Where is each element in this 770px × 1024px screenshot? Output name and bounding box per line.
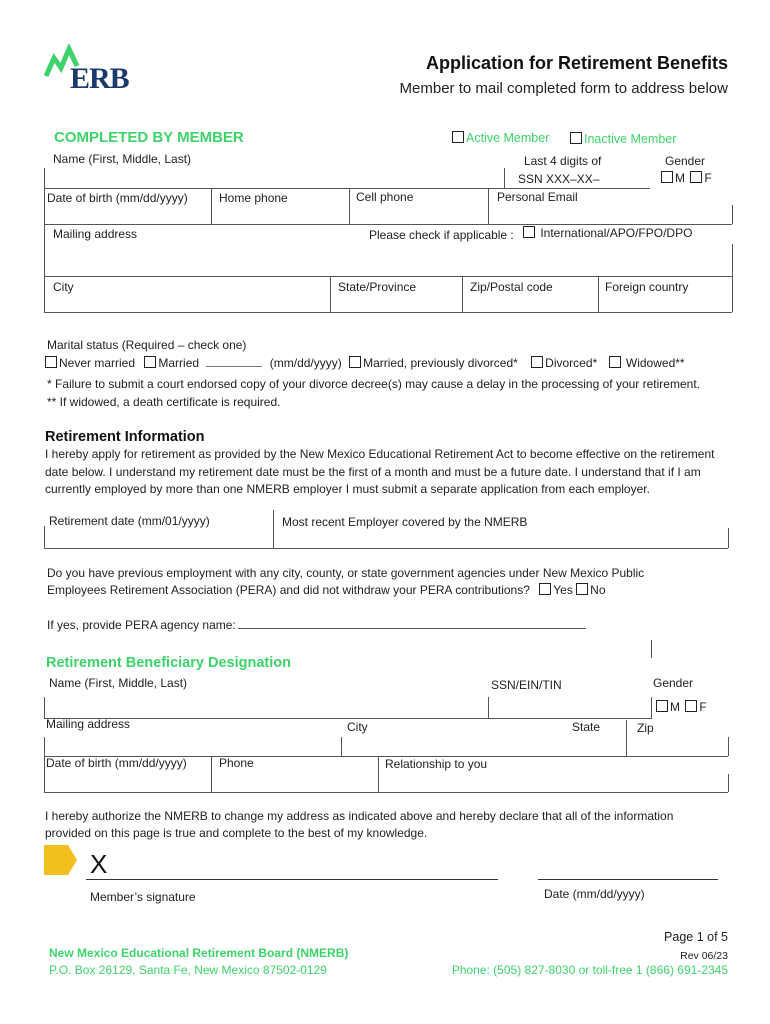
international-label: International/APO/FPO/DPO (540, 226, 693, 240)
marital-title: Marital status (Required – check one) (47, 338, 247, 352)
beneficiary-name-label: Name (First, Middle, Last) (49, 676, 188, 690)
pera-question-row (47, 583, 606, 597)
beneficiary-phone-label: Phone (219, 756, 254, 770)
beneficiary-ssn-label: SSN/EIN/TIN (491, 678, 562, 692)
beneficiary-title: Retirement Beneficiary Designation (46, 655, 291, 671)
beneficiary-mailing-label: Mailing address (46, 717, 131, 731)
member-signature-line[interactable] (86, 879, 498, 880)
gender-f-label: F (704, 171, 712, 185)
beneficiary-gender-f-label: F (699, 700, 707, 714)
member-gender-label: Gender (665, 154, 706, 168)
beneficiary-gender-m-label: M (670, 700, 680, 714)
married-label: Married (158, 356, 200, 370)
divorce-note: * Failure to submit a court endorsed copy of your divorce decree(s) may cause a delay in the processing of your retirement. (47, 377, 700, 391)
cell-phone-label: Cell phone (356, 190, 414, 204)
married-date-line[interactable] (206, 366, 262, 367)
gender-m-checkbox[interactable] (661, 171, 673, 183)
member-ssn-label-2: SSN XXX–XX– (518, 172, 600, 186)
home-phone-label: Home phone (219, 191, 288, 205)
active-member-checkbox[interactable] (452, 131, 464, 143)
retirement-date-label: Retirement date (mm/01/yyyy) (49, 514, 210, 528)
authorization-line-2: provided on this page is true and complete to the best of my knowledge. (45, 826, 428, 840)
page-number: Page 1 of 5 (664, 930, 728, 944)
inactive-member-label: Inactive Member (584, 132, 677, 146)
member-gender-options (661, 171, 712, 185)
pera-no-label: No (590, 583, 606, 597)
international-option[interactable] (523, 226, 692, 240)
divorced-checkbox[interactable] (531, 356, 543, 368)
footer-org-name: New Mexico Educational Retirement Board (NMERB) (49, 946, 349, 960)
widowed-label: Widowed** (625, 356, 685, 370)
member-name-label: Name (First, Middle, Last) (53, 152, 192, 166)
active-member-label: Active Member (466, 131, 550, 145)
member-zip-label: Zip/Postal code (470, 280, 553, 294)
member-dob-label: Date of birth (mm/dd/yyyy) (47, 191, 188, 205)
pera-no-checkbox[interactable] (576, 583, 588, 595)
member-city-label: City (53, 280, 74, 294)
pera-agency-label: If yes, provide PERA agency name: (47, 618, 236, 632)
signature-date-label: Date (mm/dd/yyyy) (544, 887, 645, 901)
beneficiary-relationship-label: Relationship to you (385, 757, 488, 771)
beneficiary-gender-label: Gender (653, 676, 694, 690)
married-checkbox[interactable] (144, 356, 156, 368)
check-applicable-label: Please check if applicable : (369, 228, 514, 242)
signature-date-line[interactable] (538, 879, 718, 880)
beneficiary-gender-f-checkbox[interactable] (685, 700, 697, 712)
sign-here-arrow-icon (44, 845, 78, 875)
member-state-label: State/Province (338, 280, 417, 294)
logo-text: ERB (70, 62, 129, 95)
pera-yes-checkbox[interactable] (539, 583, 551, 595)
personal-email-label: Personal Email (497, 190, 578, 204)
pera-question-2: Employees Retirement Association (PERA) and did not withdraw your PERA contributions? (47, 583, 530, 597)
inactive-member-option[interactable] (570, 132, 676, 146)
recent-employer-label: Most recent Employer covered by the NMERB (282, 515, 528, 529)
authorization-line-1: I hereby authorize the NMERB to change my address as indicated above and hereby declare that all of the information (45, 809, 674, 823)
divorced-label: Divorced* (545, 356, 598, 370)
erb-logo (44, 44, 136, 98)
married-date-label: (mm/dd/yyyy) (269, 356, 342, 370)
pera-yes-label: Yes (553, 583, 573, 597)
beneficiary-state-label: State (572, 720, 601, 734)
active-member-option[interactable] (452, 131, 549, 145)
beneficiary-gender-options (656, 700, 707, 714)
page-title: Application for Retirement Benefits (425, 53, 728, 73)
marital-options (45, 356, 685, 370)
member-mailing-label: Mailing address (53, 227, 138, 241)
pera-agency-line[interactable] (238, 628, 586, 629)
pera-question-1: Do you have previous employment with any city, county, or state government agencies under New Mexico Public (47, 566, 645, 580)
prev-divorced-checkbox[interactable] (349, 356, 361, 368)
prev-divorced-label: Married, previously divorced* (363, 356, 518, 370)
beneficiary-city-label: City (347, 720, 368, 734)
page-subtitle: Member to mail completed form to address below (399, 80, 728, 97)
signature-x-mark: X (90, 849, 108, 879)
member-ssn-label: Last 4 digits of (524, 154, 602, 168)
retirement-paragraph: I hereby apply for retirement as provided by the New Mexico Educational Retirement Act to become effective on the retirement date below. I understand my retirement date must be the first of a month and must be a future date. I understand that if I am currently employed by more than one NMERB employer I must submit a separate application from each employer. (45, 447, 715, 496)
member-country-label: Foreign country (605, 280, 689, 294)
never-married-checkbox[interactable] (45, 356, 57, 368)
member-signature-label: Member’s signature (90, 890, 196, 904)
retirement-info-title: Retirement Information (45, 429, 205, 445)
beneficiary-zip-label: Zip (637, 721, 654, 735)
revision-label: Rev 06/23 (680, 950, 728, 962)
section-completed-by-member: COMPLETED BY MEMBER (54, 129, 244, 146)
inactive-member-checkbox[interactable] (570, 132, 582, 144)
widowed-checkbox[interactable] (609, 356, 621, 368)
international-checkbox[interactable] (523, 226, 535, 238)
widowed-note: ** If widowed, a death certificate is required. (47, 395, 281, 409)
gender-m-label: M (675, 171, 685, 185)
footer-address: P.O. Box 26129, Santa Fe, New Mexico 87502-0129 (49, 963, 327, 977)
gender-f-checkbox[interactable] (690, 171, 702, 183)
beneficiary-dob-label: Date of birth (mm/dd/yyyy) (46, 756, 187, 770)
never-married-label: Never married (59, 356, 136, 370)
footer-phone: Phone: (505) 827-8030 or toll-free 1 (866) 691-2345 (451, 963, 728, 977)
beneficiary-gender-m-checkbox[interactable] (656, 700, 668, 712)
